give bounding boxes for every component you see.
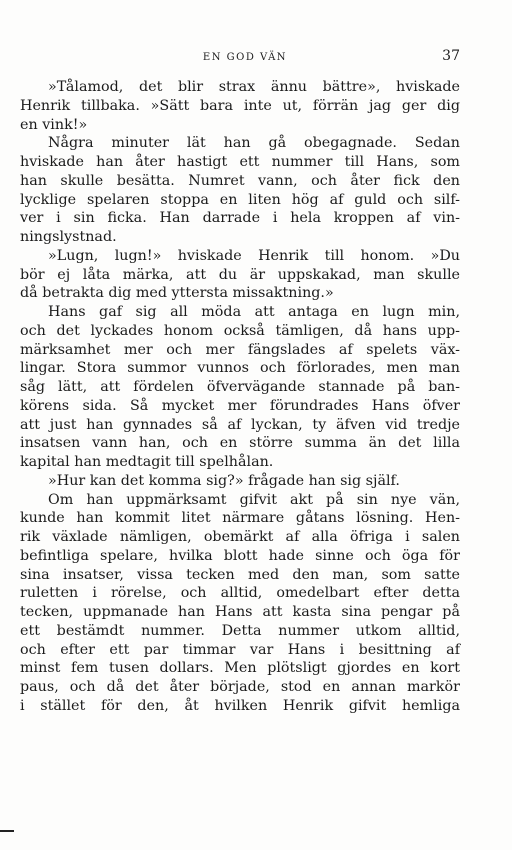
- text-line: paus, och då det åter började, stod en annan markör: [20, 679, 460, 695]
- page-number: 37: [442, 48, 460, 64]
- text-line: och efter ett par timmar var Hans i besittning af: [20, 641, 460, 658]
- margin-mark: [0, 830, 14, 832]
- text-line: lycklige spelaren stoppa en liten hög af guld och silf-: [20, 191, 460, 208]
- text-line: befintliga spelare, hvilka blott hade sinne och öga för: [20, 547, 460, 564]
- text-line: insatsen vann han, och en större summa än det lilla: [20, 435, 460, 452]
- text-line: »Tålamod, det blir strax ännu bättre», hviskade: [48, 79, 460, 95]
- text-line: körens sida. Så mycket mer förundrades Hans öfver: [20, 397, 460, 414]
- text-line: bör ej låta märka, att du är uppskakad, man skulle: [20, 266, 460, 283]
- text-line: då betrakta dig med yttersta missaktning.»: [20, 285, 334, 302]
- text-line: att just han gynnades så af lyckan, ty äfven vid tredje: [20, 416, 460, 433]
- text-line: ett bestämdt nummer. Detta nummer utkom alltid,: [20, 622, 460, 639]
- text-line: Om han uppmärksamt gifvit akt på sin nye vän,: [48, 491, 460, 508]
- text-line: minst fem tusen dollars. Men plötsligt gjordes en kort: [20, 660, 460, 677]
- text-line: rik växlade nämligen, obemärkt af alla öfriga i salen: [20, 529, 460, 545]
- text-line: kapital han medtagit till spelhålan.: [20, 454, 274, 470]
- text-line: märksamhet mer och mer fängslades af spelets väx-: [20, 341, 460, 358]
- text-line: Hans gaf sig all möda att antaga en lugn min,: [48, 304, 460, 320]
- text-line: »Lugn, lugn!» hviskade Henrik till honom. »Du: [48, 247, 460, 264]
- text-line: och det lyckades honom också tämligen, då hans upp-: [20, 322, 460, 339]
- text-line: lingar. Stora summor vunnos och förlorades, men man: [20, 360, 460, 377]
- text-line: sina insatser, vissa tecken med den man, som satte: [20, 566, 460, 583]
- text-line: tecken, uppmanade han Hans att kasta sina pengar på: [20, 604, 460, 620]
- text-line: ruletten i rörelse, och alltid, omedelbart efter detta: [20, 585, 460, 602]
- text-line: hviskade han åter hastigt ett nummer till Hans, som: [20, 154, 460, 170]
- text-line: kunde han kommit litet närmare gåtans lösning. Hen-: [20, 510, 460, 527]
- text-line: ningslystnad.: [20, 229, 117, 245]
- running-title: EN GOD VÄN: [202, 52, 288, 63]
- text-line: han skulle besätta. Numret vann, och åter fick den: [20, 172, 460, 189]
- text-line: såg lätt, att fördelen öfvervägande stannade på ban-: [20, 379, 460, 395]
- text-line: i stället för den, åt hvilken Henrik gifvit hemliga: [20, 697, 460, 714]
- text-line: en vink!»: [20, 116, 88, 133]
- text-line: Henrik tillbaka. »Sätt bara inte ut, förrän jag ger dig: [20, 97, 460, 114]
- text-line: ver i sin ficka. Han darrade i hela kroppen af vin-: [20, 210, 460, 227]
- page-header: [30, 48, 460, 68]
- text-line: »Hur kan det komma sig?» frågade han sig själf.: [48, 472, 400, 489]
- text-line: Några minuter lät han gå obegagnade. Sedan: [48, 135, 460, 152]
- body-text: [20, 78, 460, 716]
